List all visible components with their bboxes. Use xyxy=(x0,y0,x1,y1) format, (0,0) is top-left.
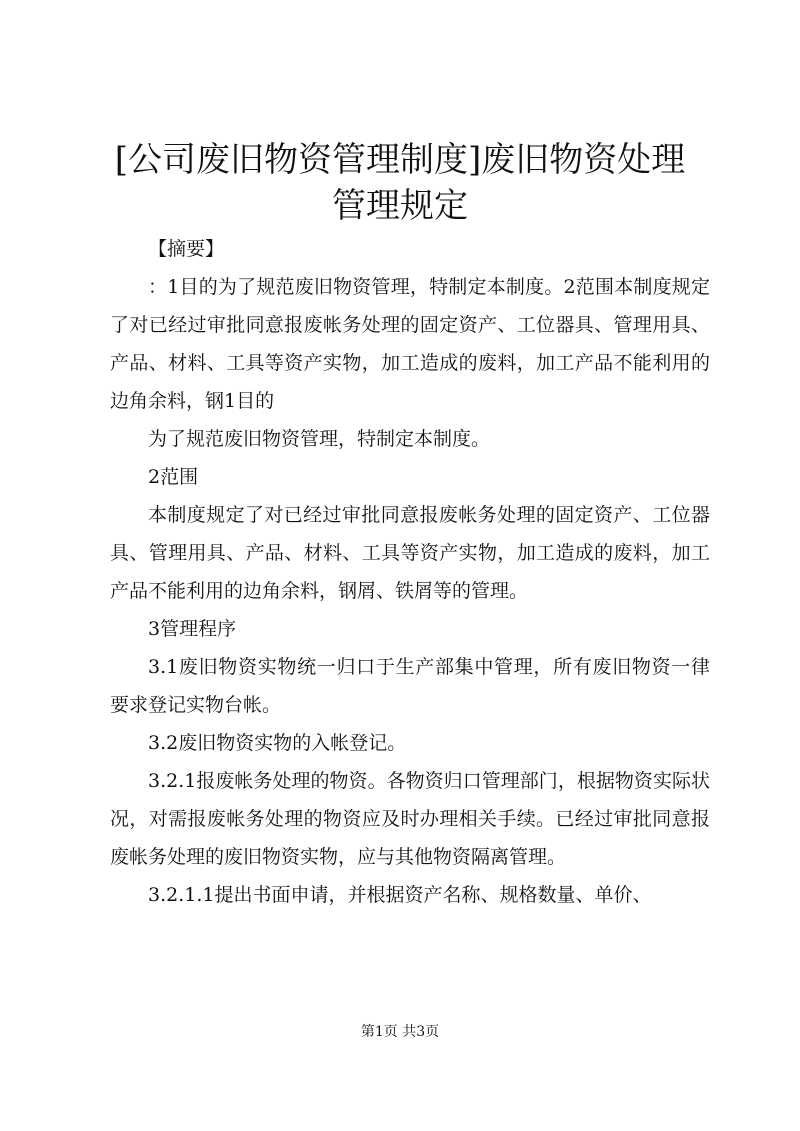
abstract-heading: 【摘要】 xyxy=(148,238,225,260)
document-body xyxy=(110,230,710,914)
document-title: [公司废旧物资管理制度]废旧物资处理管理规定 xyxy=(114,140,686,226)
section-heading-procedure: 3管理程序 xyxy=(148,618,237,640)
paragraph-3-2-1: 3.2.1报废帐务处理的物资。各物资归口管理部门，根据物资实际状况，对需报废帐务处理的物资应及时办理相关手续。已经过审批同意报废帐务处理的废旧物资实物，应与其他物资隔离管理。 xyxy=(110,770,710,868)
abstract-paragraph: ：1目的为了规范废旧物资管理，特制定本制度。2范围本制度规定了对已经过审批同意报废帐务处理的固定资产、工位器具、管理用具、产品、材料、工具等资产实物，加工造成的废料，加工产品不能利用的边角余料，钢1目的 xyxy=(110,276,710,412)
paragraph-3-2-1-1: 3.2.1.1提出书面申请，并根据资产名称、规格数量、单价、 xyxy=(148,884,652,906)
paragraph-scope: 本制度规定了对已经过审批同意报废帐务处理的固定资产、工位器具、管理用具、产品、材料、工具等资产实物，加工造成的废料，加工产品不能利用的边角余料，钢屑、铁屑等的管理。 xyxy=(110,504,710,602)
paragraph-3-1: 3.1废旧物资实物统一归口于生产部集中管理，所有废旧物资一律要求登记实物台帐。 xyxy=(110,656,710,716)
paragraph-purpose: 为了规范废旧物资管理，特制定本制度。 xyxy=(148,428,491,450)
page-footer: 第1页 共3页 xyxy=(360,1024,440,1040)
paragraph-3-2: 3.2废旧物资实物的入帐登记。 xyxy=(148,732,407,754)
section-heading-scope: 2范围 xyxy=(148,466,199,488)
